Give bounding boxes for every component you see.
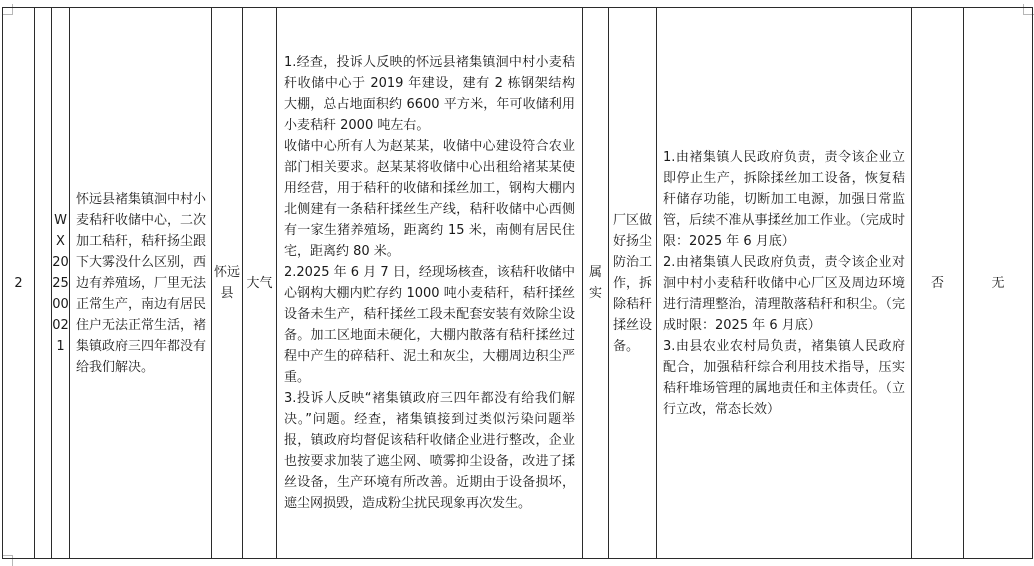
- findings-paragraph: 收储中心所有人为赵某某，收储中心建设符合农业部门相关要求。赵某某将收储中心出租给褚某某使用经营，用于秸秆的收储和揉丝加工，钢构大棚内北侧建有一条秸秆揉丝生产线，秸秆收储中心西侧有一家生猪养殖场，距离约 15 米，南侧有居民住宅，距离约 80 米。: [284, 139, 575, 259]
- case-code-line: 20: [52, 254, 69, 270]
- verdict: 属实: [588, 265, 602, 301]
- measures-cell: [609, 8, 657, 559]
- findings-paragraph: 3.投诉人反映“褚集镇政府三四年都没有给我们解决。”问题。经查，褚集镇接到过类似污染问题举报，镇政府均督促该秸秆收储企业进行整改，企业也按要求加装了遮尘网、喷雾抑尘设备，改进了揉丝设备，生产环境有所改善。近期由于设备损坏，遮尘网损毁，造成粉尘扰民现象再次发生。: [284, 391, 575, 511]
- verdict-cell: [583, 8, 609, 559]
- rectification-item: 3.由县农业农村局负责，褚集镇人民政府配合，加强秸秆综合利用技术指导，压实秸秆堆场管理的属地责任和主体责任。（立行立改，常态长效）: [663, 338, 905, 417]
- findings-paragraph: 2.2025 年 6 月 7 日，经现场核查，该秸秆收储中心钢构大棚内贮存约 1000 吨小麦秸秆，秸秆揉丝设备未生产，秸秆揉丝工段未配套安装有效除尘设备。加工区地面未硬化，大棚内散落有秸秆揉丝过程中产生的碎秸秆、泥土和灰尘，大棚周边积尘严重。: [284, 265, 575, 385]
- county-name: 怀远县: [213, 265, 240, 301]
- case-code-line: 02: [52, 317, 69, 333]
- case-code-line: 1: [56, 338, 65, 354]
- case-code-line: WX: [54, 212, 67, 249]
- case-code-line: 25: [52, 275, 69, 291]
- county-cell: [212, 8, 243, 559]
- remarks-cell: [964, 8, 1033, 559]
- table-row: [3, 8, 1033, 559]
- remarks: 无: [991, 275, 1005, 291]
- blank-cell: [35, 8, 52, 559]
- accountability-cell: [912, 8, 964, 559]
- complaint-handling-table: [2, 7, 1033, 559]
- accountability: 否: [930, 275, 944, 291]
- investigation-findings-cell: [277, 8, 583, 559]
- pollution-type: 大气: [246, 275, 273, 291]
- complaint-content-cell: [70, 8, 212, 559]
- rectification-item: 2.由褚集镇人民政府负责，责令该企业对洄中村小麦秸秆收储中心厂区及周边环境进行清理整治，清理散落秸秆和积尘。（完成时限：2025 年 6 月底）: [663, 254, 905, 333]
- measures-text: 厂区做好扬尘防治工作，拆除秸秆揉丝设备。: [613, 212, 653, 354]
- row-index-cell: [3, 8, 35, 559]
- case-code-cell: [52, 8, 70, 559]
- findings-paragraph: 1.经查，投诉人反映的怀远县褚集镇洄中村小麦秸秆收储中心于 2019 年建设，建有 2 栋钢架结构大棚，总占地面积约 6600 平方米，年可收储利用小麦秸秆 2000 吨左右。: [284, 55, 575, 133]
- pollution-type-cell: [243, 8, 277, 559]
- case-code-line: 00: [52, 296, 69, 312]
- row-index: 2: [14, 275, 23, 291]
- complaint-content: 怀远县褚集镇洄中村小麦秸秆收储中心，二次加工秸秆，秸秆扬尘跟下大雾没什么区别，西边有养殖场，厂里无法正常生产，南边有居民住户无法正常生活，褚集镇政府三四年都没有给我们解决。: [76, 191, 207, 375]
- rectification-item: 1.由褚集镇人民政府负责，责令该企业立即停止生产，拆除揉丝加工设备，恢复秸秆储存功能，切断加工电源，加强日常监管，后续不准从事揉丝加工作业。（完成时限：2025 年 6 月底）: [663, 149, 905, 249]
- rectification-cell: [657, 8, 912, 559]
